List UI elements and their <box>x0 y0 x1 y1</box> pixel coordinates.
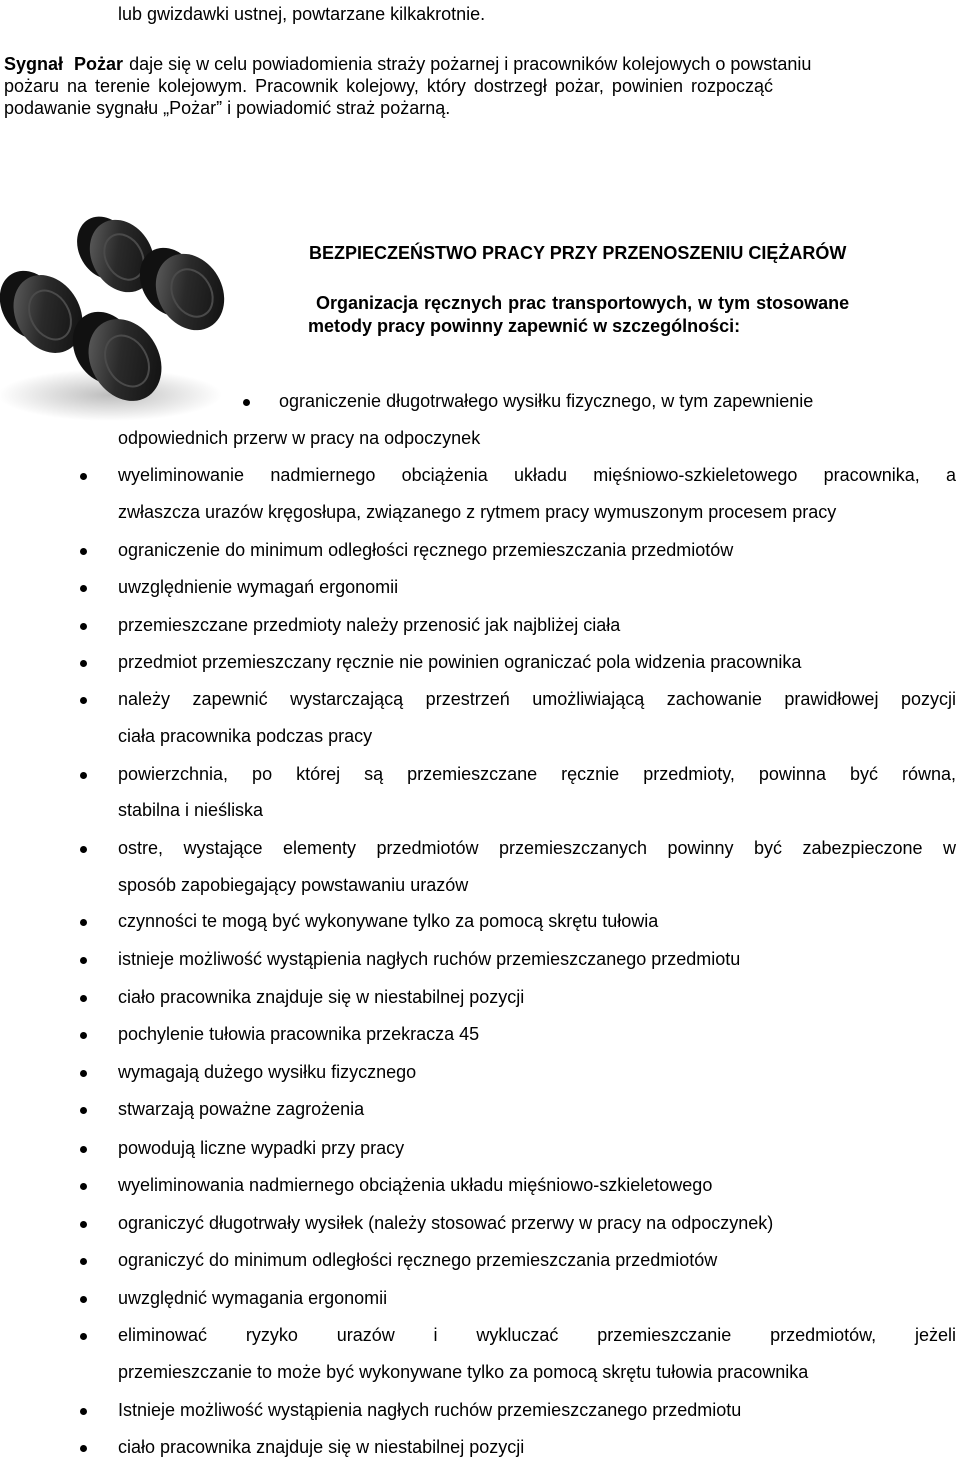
bullet-icon <box>80 1333 87 1340</box>
bullet-icon <box>80 1107 87 1114</box>
list-item: powodują liczne wypadki przy pracy <box>118 1138 405 1158</box>
list-item: uwzględnienie wymagań ergonomii <box>118 577 399 597</box>
list-item-continuation: ciała pracownika podczas pracy <box>118 726 373 746</box>
bullet-icon <box>243 399 250 406</box>
pozar-label: Pożar <box>74 54 124 74</box>
intro-line-1: lub gwizdawki ustnej, powtarzane kilkakrotnie. <box>118 4 486 24</box>
list-item: ciało pracownika znajduje się w niestabilnej pozycji <box>118 987 525 1007</box>
bullet-icon <box>80 957 87 964</box>
section-subtitle-line-2: metody pracy powinny zapewnić w szczególności: <box>308 316 741 336</box>
intro-para-line-1 <box>4 53 956 75</box>
list-item-continuation: zwłaszcza urazów kręgosłupa, związanego z rytmem pracy wymuszonym procesem pracy <box>118 502 837 522</box>
sygnal-label: Sygnał <box>4 54 64 74</box>
list-item: ciało pracownika znajduje się w niestabilnej pozycji <box>118 1437 525 1457</box>
list-item: ograniczenie do minimum odległości ręcznego przemieszczania przedmiotów <box>118 540 734 560</box>
list-item: wyeliminowanie nadmiernego obciążenia układu mięśniowo-szkieletowego pracownika, a <box>118 465 956 485</box>
bullet-icon <box>80 995 87 1002</box>
first-item-text: ograniczenie długotrwałego wysiłku fizycznego, w tym zapewnienie <box>279 391 814 411</box>
dumbbell-icon <box>0 210 240 425</box>
list-item-continuation: stabilna i nieśliska <box>118 800 264 820</box>
list-item: przedmiot przemieszczany ręcznie nie powinien ograniczać pola widzenia pracownika <box>118 652 802 672</box>
list-item: ograniczyć długotrwały wysiłek (należy stosować przerwy w pracy na odpoczynek) <box>118 1213 774 1233</box>
list-item: wymagają dużego wysiłku fizycznego <box>118 1062 417 1082</box>
intro-para-line-3: podawanie sygnału „Pożar” i powiadomić straż pożarną. <box>4 98 451 118</box>
bullet-icon <box>80 1221 87 1228</box>
first-item-line-2: odpowiednich przerw w pracy na odpoczynek <box>118 428 481 448</box>
intro-para-line-1-rest: daje się w celu powiadomienia straży pożarnej i pracowników kolejowych o powstaniu <box>129 54 812 74</box>
bullet-icon <box>80 1408 87 1415</box>
list-item: czynności te mogą być wykonywane tylko za pomocą skrętu tułowia <box>118 911 659 931</box>
bullet-icon <box>80 919 87 926</box>
bullet-icon <box>80 1070 87 1077</box>
list-item: istnieje możliwość wystąpienia nagłych ruchów przemieszczanego przedmiotu <box>118 949 741 969</box>
first-item-line-1 <box>279 390 956 412</box>
list-item: należy zapewnić wystarczającą przestrzeń umożliwiającą zachowanie prawidłowej pozycji <box>118 689 956 709</box>
bullet-icon <box>80 697 87 704</box>
bullet-icon <box>80 1032 87 1039</box>
bullet-icon <box>80 772 87 779</box>
list-item-continuation: sposób zapobiegający powstawaniu urazów <box>118 875 469 895</box>
bullet-icon <box>80 1183 87 1190</box>
section-subtitle-line-1: Organizacja ręcznych prac transportowych, w tym stosowane <box>316 293 850 313</box>
bullet-icon <box>80 548 87 555</box>
degree-placeholder <box>542 1030 556 1031</box>
bullet-icon <box>80 660 87 667</box>
bullet-icon <box>80 585 87 592</box>
list-item: ostre, wystające elementy przedmiotów przemieszczanych powinny być zabezpieczone w <box>118 838 956 858</box>
bullet-icon <box>80 1258 87 1265</box>
list-item: Istnieje możliwość wystąpienia nagłych ruchów przemieszczanego przedmiotu <box>118 1400 742 1420</box>
bullet-icon <box>80 623 87 630</box>
section-title: BEZPIECZEŃSTWO PRACY PRZY PRZENOSZENIU CIĘŻARÓW <box>309 243 847 263</box>
bullet-icon <box>80 473 87 480</box>
list-item: powierzchnia, po której są przemieszczane ręcznie przedmioty, powinna być równa, <box>118 764 956 784</box>
list-item: stwarzają poważne zagrożenia <box>118 1099 365 1119</box>
list-item: ograniczyć do minimum odległości ręcznego przemieszczania przedmiotów <box>118 1250 718 1270</box>
intro-para-line-2: pożaru na terenie kolejowym. Pracownik kolejowy, który dostrzegł pożar, powinien rozpocząć <box>4 76 774 96</box>
bullet-icon <box>80 1146 87 1153</box>
bullet-icon <box>80 846 87 853</box>
list-item: eliminować ryzyko urazów i wykluczać przemieszczanie przedmiotów, jeżeli <box>118 1325 956 1345</box>
list-item: przemieszczane przedmioty należy przenosić jak najbliżej ciała <box>118 615 621 635</box>
list-item: pochylenie tułowia pracownika przekracza 45 <box>118 1024 480 1044</box>
list-item: wyeliminowania nadmiernego obciążenia układu mięśniowo-szkieletowego <box>118 1175 713 1195</box>
bullet-icon <box>80 1296 87 1303</box>
list-item: uwzględnić wymagania ergonomii <box>118 1288 388 1308</box>
bullet-icon <box>80 1445 87 1452</box>
list-item-continuation: przemieszczanie to może być wykonywane tylko za pomocą skrętu tułowia pracownika <box>118 1362 809 1382</box>
